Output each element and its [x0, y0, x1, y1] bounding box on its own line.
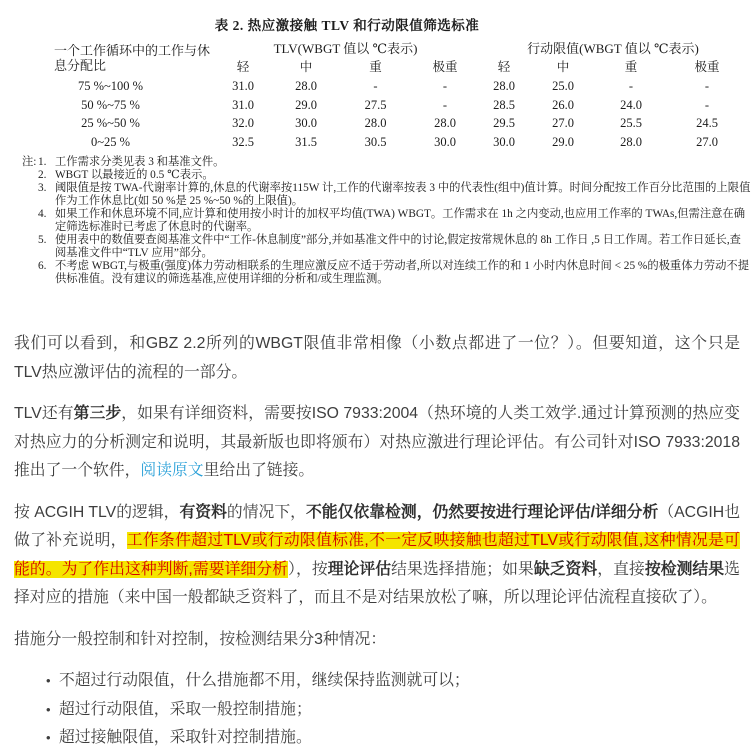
cell-value: 28.0	[620, 134, 642, 149]
notes-label: 注:	[22, 156, 37, 169]
row-label: 0~25 %	[90, 134, 131, 149]
col-heavy-al: 重	[624, 60, 638, 75]
cell-value: 25.0	[552, 78, 574, 93]
paragraph	[14, 330, 740, 387]
table-row	[8, 115, 748, 134]
read-original-link[interactable]: 阅读原文	[140, 462, 204, 480]
table-row	[8, 97, 748, 116]
note-text: 使用表中的数值要查阅基准文件中“工作-休息制度”部分,并如基准文件中的讨论,假定按常规休息的 8h 工作日 ,5 日工作周。若工作日延长,查阅基准文件中“TLV 应用”部分。	[55, 234, 741, 260]
tlv-group-header: TLV(WBGT 值以 ℃表示)	[273, 41, 418, 56]
col-veryheavy-al: 极重	[694, 60, 720, 75]
text-run: （ACGIH也做了补充说明，	[14, 503, 740, 550]
cell-value: 28.5	[493, 97, 515, 112]
note-number: 5.	[38, 234, 47, 247]
cell-value: 27.0	[552, 116, 574, 131]
table-note	[22, 234, 752, 260]
table-row	[8, 78, 748, 97]
col-moderate-al: 中	[556, 60, 570, 75]
text-run: ），按	[288, 560, 328, 578]
embedded-table-section	[0, 0, 754, 286]
note-number: 3.	[38, 182, 47, 195]
note-text: 阈限值是按 TWA-代谢率计算的,休息的代谢率按115W 计,工作的代谢率按表 3 中的代表性(组中)值计算。时间分配按工作百分比范围的上限值作为工作休息比(如 50 %是 25 %~50 %的上限值)。	[55, 182, 751, 208]
cell-value: 26.0	[552, 97, 574, 112]
text-run: 按 ACGIH TLV的逻辑，	[14, 503, 180, 521]
cell-value: 31.0	[232, 97, 254, 112]
table-note	[22, 169, 752, 182]
paragraph	[14, 400, 740, 486]
cell-value: 28.0	[295, 78, 317, 93]
note-text: 不考虑 WBGT,与极重(强度)体力劳动相联系的生理应激反应不适于劳动者,所以对连续工作的和 1 小时内休息时间 < 25 %的极重体力劳动不提供标准值。没有建议的筛选基准,应使用详细的分析和/或生理监测。	[55, 260, 750, 286]
text-run: ，如果有详细资料，需要按ISO 7933:2004（热环境的人类工效学.通过计算预测的热应变对热应力的分析测定和说明，其最新版也即将颁布）对热应激进行理论评估。有公司针对ISO 7933:2018推出了一个软件，	[14, 405, 740, 480]
row-label: 25 %~50 %	[81, 116, 140, 131]
cell-value: 28.0	[434, 116, 456, 131]
cell-value: 31.5	[295, 134, 317, 149]
measures-list	[14, 667, 740, 753]
bold-text: 理论评估	[327, 560, 392, 578]
cell-value: -	[442, 97, 448, 112]
cell-value: 30.0	[434, 134, 456, 149]
cell-value: 27.0	[696, 134, 718, 149]
note-number: 1.	[38, 156, 47, 169]
cell-value: -	[704, 97, 710, 112]
text-run: 的情况下，	[226, 503, 306, 521]
cell-value: 32.5	[232, 134, 254, 149]
text-run: ，直接	[597, 560, 645, 578]
cell-value: 24.0	[620, 97, 642, 112]
note-text: WBGT 以最接近的 0.5 ℃表示。	[55, 169, 214, 182]
cell-value: -	[628, 78, 634, 93]
text-run: TLV还有	[14, 405, 74, 423]
paragraph	[14, 626, 740, 655]
table-note	[22, 156, 752, 169]
table-title: 表 2. 热应激接触 TLV 和行动限值筛选标准	[214, 18, 480, 33]
paragraph	[14, 499, 740, 613]
bold-text: 缺乏资料	[533, 560, 598, 578]
table-note	[22, 182, 752, 208]
cell-value: 25.5	[620, 116, 642, 131]
note-number: 2.	[38, 169, 47, 182]
bold-text: 有资料	[179, 503, 227, 521]
cell-value: 32.0	[232, 116, 254, 131]
note-text: 如果工作和休息环境不同,应计算和使用按小时计的加权平均值(TWA) WBGT。工作需求在 1h 之内变动,也应用工作率的 TWAs,但需注意在确定筛选标准时已考虑了休息时的代谢率。	[55, 208, 746, 234]
note-text: 工作需求分类见表 3 和基准文件。	[55, 156, 225, 169]
action-limit-group-header: 行动限值(WBGT 值以 ℃表示)	[527, 41, 699, 56]
cell-value: -	[442, 78, 448, 93]
cell-value: 31.0	[232, 78, 254, 93]
work-rest-ratio-header: 一个工作循环中的工作与休息分配比	[54, 42, 211, 74]
article-body	[0, 330, 754, 753]
list-item: • 超过行动限值，采取一般控制措施；	[59, 696, 740, 725]
cell-value: -	[373, 78, 378, 93]
note-number: 4.	[38, 208, 47, 221]
cell-value: -	[704, 78, 710, 93]
col-veryheavy-tlv: 极重	[432, 60, 458, 75]
table-note	[22, 208, 752, 234]
cell-value: 30.0	[295, 116, 317, 131]
list-item: • 超过接触限值，采取针对控制措施。	[59, 724, 740, 753]
cell-value: 30.5	[364, 134, 387, 149]
bold-text: 第三步	[73, 405, 122, 423]
cell-value: 29.0	[295, 97, 317, 112]
list-item: • 不超过行动限值，什么措施都不用，继续保持监测就可以；	[59, 667, 740, 696]
col-moderate-tlv: 中	[299, 60, 313, 75]
cell-value: 30.0	[493, 134, 515, 149]
col-light-al: 轻	[497, 60, 511, 75]
cell-value: 24.5	[696, 116, 718, 131]
text-run: 选择对应的措施（来中国一般都缺乏资料了，而且不是对结果放松了嘛，所以理论评估流程直接砍了）。	[14, 560, 740, 607]
col-light-tlv: 轻	[236, 60, 250, 75]
cell-value: 28.0	[493, 78, 515, 93]
cell-value: 28.0	[364, 116, 387, 131]
cell-value: 27.5	[364, 97, 387, 112]
col-heavy-tlv: 重	[369, 60, 382, 75]
table-notes	[22, 156, 752, 286]
bold-text: 不能仅依靠检测，仍然要按进行理论评估/详细分析	[305, 503, 659, 521]
bold-text: 按检测结果	[644, 560, 725, 578]
table-note	[22, 260, 752, 286]
text-run: 措施分一般控制和针对控制，按检测结果分3种情况：	[14, 630, 387, 648]
table-group-header-row	[8, 40, 748, 59]
cell-value: 29.5	[493, 116, 515, 131]
table-row	[8, 134, 748, 153]
cell-value: 29.0	[552, 134, 574, 149]
text-run: 我们可以看到，和GBZ 2.2所列的WBGT限值非常相像（小数点都进了一位？）。但要知道，这个只是TLV热应激评估的流程的一部分。	[14, 335, 740, 381]
highlighted-text: 工作条件超过TLV或行动限值标准,不一定反映接触也超过TLV或行动限值,这种情况是可能的。为了作出这种判断,需要详细分析	[14, 532, 740, 578]
row-label: 50 %~75 %	[81, 97, 140, 112]
tlv-screening-table	[8, 40, 748, 152]
row-label: 75 %~100 %	[77, 78, 144, 93]
text-run: 里给出了链接。	[203, 462, 315, 480]
note-number: 6.	[38, 260, 47, 273]
text-run: 结果选择措施；如果	[391, 560, 534, 578]
